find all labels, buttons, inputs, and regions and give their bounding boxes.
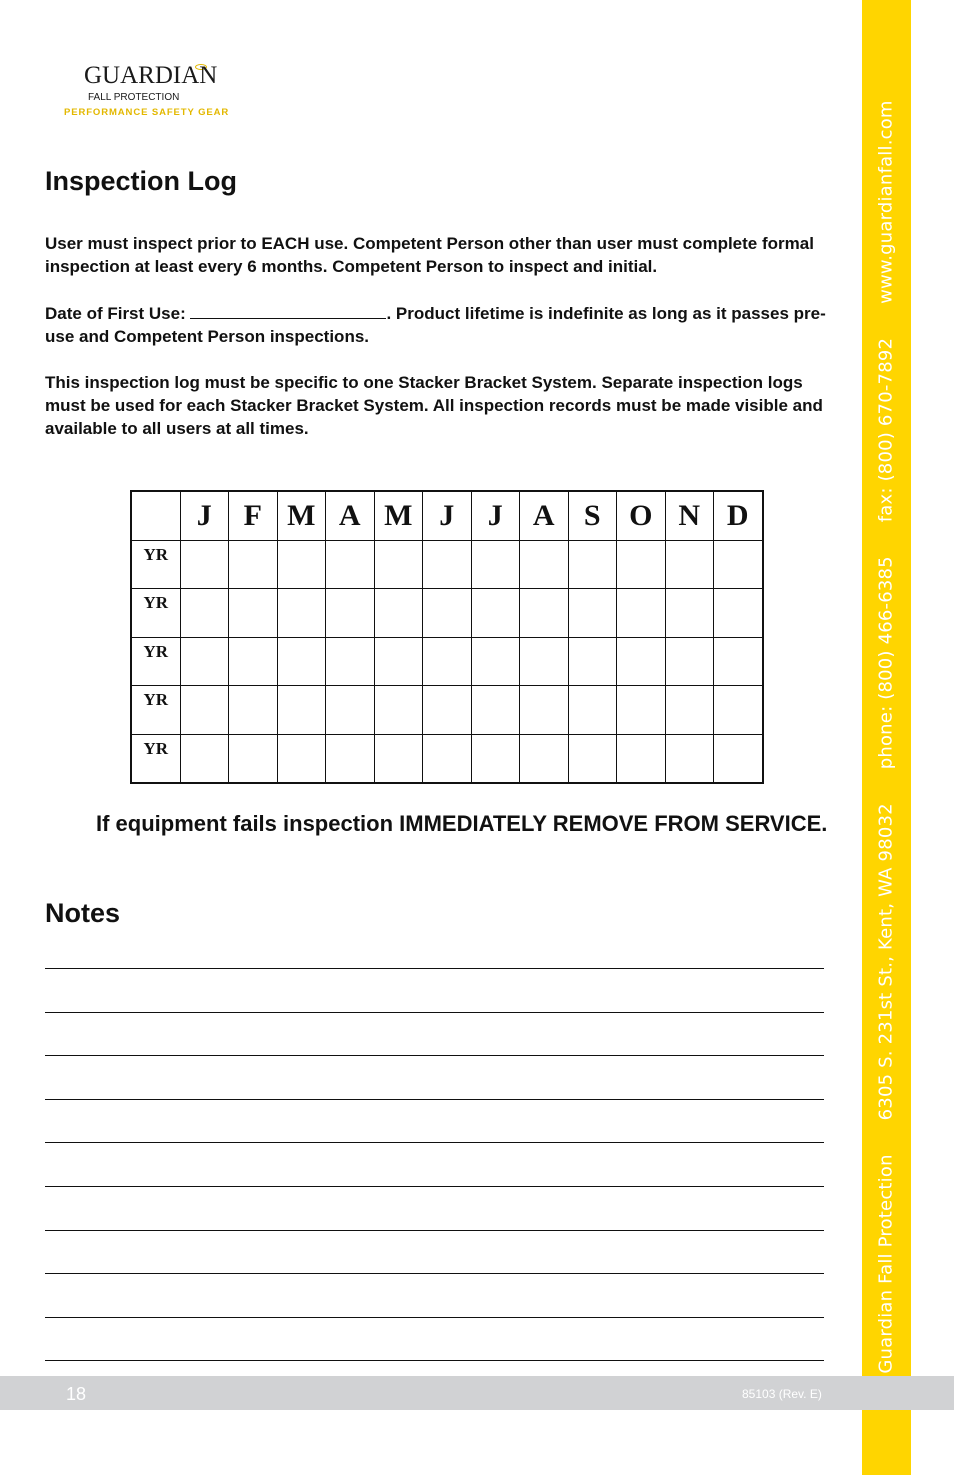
corner-cell [131,491,180,540]
inspection-cell[interactable] [326,589,375,638]
document-code: 85103 (Rev. E) [742,1387,822,1401]
inspection-cell[interactable] [277,589,326,638]
inspection-cell[interactable] [374,637,423,686]
inspection-cell[interactable] [568,734,617,783]
inspection-cell[interactable] [229,540,278,589]
fail-inspection-warning: If equipment fails inspection IMMEDIATELY REMOVE FROM SERVICE. [96,811,828,836]
month-header-row [131,491,763,540]
date-first-use-paragraph [45,302,835,348]
inspection-cell[interactable] [568,589,617,638]
inspection-cell[interactable] [423,734,472,783]
inspection-cell[interactable] [229,589,278,638]
inspection-cell[interactable] [714,589,763,638]
inspection-cell[interactable] [229,734,278,783]
notes-title: Notes [45,898,121,928]
inspection-instructions: User must inspect prior to EACH use. Competent Person other than user must complete formal inspection at least every 6 months. Competent Person to inspect and initial. [45,234,814,276]
year-label: YR [131,540,180,589]
inspection-cell[interactable] [374,686,423,735]
inspection-cell[interactable] [423,637,472,686]
inspection-cell[interactable] [180,686,229,735]
inspection-cell[interactable] [374,589,423,638]
month-header: J [423,491,472,540]
inspection-cell[interactable] [665,540,714,589]
note-line[interactable] [45,1230,824,1231]
inspection-log-table [130,490,764,784]
logo-name: GUARDIAN [84,62,218,89]
inspection-cell[interactable] [471,686,520,735]
inspection-cell[interactable] [714,686,763,735]
inspection-cell[interactable] [180,589,229,638]
page-number: 18 [66,1384,87,1404]
inspection-cell[interactable] [374,734,423,783]
inspection-cell[interactable] [617,540,666,589]
inspection-cell[interactable] [568,637,617,686]
inspection-cell[interactable] [180,734,229,783]
inspection-cell[interactable] [714,540,763,589]
inspection-cell[interactable] [326,540,375,589]
note-line[interactable] [45,1099,824,1100]
sidebar-contact-info [876,86,897,1387]
inspection-cell[interactable] [617,686,666,735]
year-label: YR [131,589,180,638]
inspection-cell[interactable] [714,734,763,783]
inspection-cell[interactable] [374,540,423,589]
inspection-cell[interactable] [568,686,617,735]
note-line[interactable] [45,1273,824,1274]
inspection-cell[interactable] [471,637,520,686]
lifetime-note: . Product lifetime is indefinite as long as it passes pre-use and Competent Person inspections. [45,304,826,346]
inspection-cell[interactable] [520,637,569,686]
footer-bar [0,1376,954,1410]
inspection-cell[interactable] [326,637,375,686]
note-line[interactable] [45,1142,824,1143]
inspection-cell[interactable] [180,637,229,686]
date-first-use-label: Date of First Use: [45,304,186,323]
sidebar-address: 6305 S. 231st St., Kent, WA 98032 [875,803,897,1121]
month-header: N [665,491,714,540]
inspection-cell[interactable] [665,637,714,686]
log-specificity-note: This inspection log must be specific to one Stacker Bracket System. Separate inspection logs must be used for each Stacker Bracket System. All inspection records must be made visible and available to all users at all times. [45,373,823,438]
inspection-cell[interactable] [665,686,714,735]
inspection-cell[interactable] [423,589,472,638]
guardian-logo [64,62,230,120]
logo-subtitle: FALL PROTECTION [88,92,180,103]
month-header: J [471,491,520,540]
month-header: A [326,491,375,540]
month-header: O [617,491,666,540]
inspection-cell[interactable] [180,540,229,589]
year-label: YR [131,734,180,783]
note-line[interactable] [45,1360,824,1361]
inspection-cell[interactable] [471,734,520,783]
inspection-cell[interactable] [277,686,326,735]
month-header: M [374,491,423,540]
logo-tagline: PERFORMANCE SAFETY GEAR [64,107,230,118]
inspection-cell[interactable] [617,589,666,638]
month-header: D [714,491,763,540]
year-row [131,637,763,686]
month-header: J [180,491,229,540]
inspection-cell[interactable] [471,540,520,589]
inspection-cell[interactable] [617,637,666,686]
inspection-cell[interactable] [423,686,472,735]
note-line[interactable] [45,1186,824,1187]
note-line[interactable] [45,1012,824,1013]
note-line[interactable] [45,968,824,969]
year-label: YR [131,686,180,735]
inspection-cell[interactable] [326,686,375,735]
note-line[interactable] [45,1317,824,1318]
sidebar-company: Guardian Fall Protection [875,1154,897,1374]
sidebar-website[interactable]: www.guardianfall.com [875,100,897,304]
month-header: S [568,491,617,540]
inspection-cell[interactable] [665,734,714,783]
inspection-cell[interactable] [520,734,569,783]
sidebar-phone: phone: (800) 466-6385 [875,556,897,770]
inspection-cell[interactable] [229,637,278,686]
inspection-cell[interactable] [520,540,569,589]
month-header: M [277,491,326,540]
inspection-cell[interactable] [277,540,326,589]
page-title: Inspection Log [45,166,237,196]
inspection-cell[interactable] [277,734,326,783]
year-label: YR [131,637,180,686]
date-first-use-blank[interactable] [190,302,386,319]
inspection-cell[interactable] [326,734,375,783]
sidebar-fax: fax: (800) 670-7892 [875,337,897,523]
inspection-cell[interactable] [277,637,326,686]
inspection-cell[interactable] [229,686,278,735]
year-row [131,540,763,589]
year-row [131,686,763,735]
inspection-cell[interactable] [520,589,569,638]
year-row [131,589,763,638]
inspection-cell[interactable] [471,589,520,638]
month-header: F [229,491,278,540]
inspection-cell[interactable] [714,637,763,686]
inspection-cell[interactable] [665,589,714,638]
inspection-cell[interactable] [423,540,472,589]
inspection-cell[interactable] [568,540,617,589]
inspection-cell[interactable] [520,686,569,735]
month-header: A [520,491,569,540]
note-line[interactable] [45,1055,824,1056]
year-row [131,734,763,783]
inspection-cell[interactable] [617,734,666,783]
